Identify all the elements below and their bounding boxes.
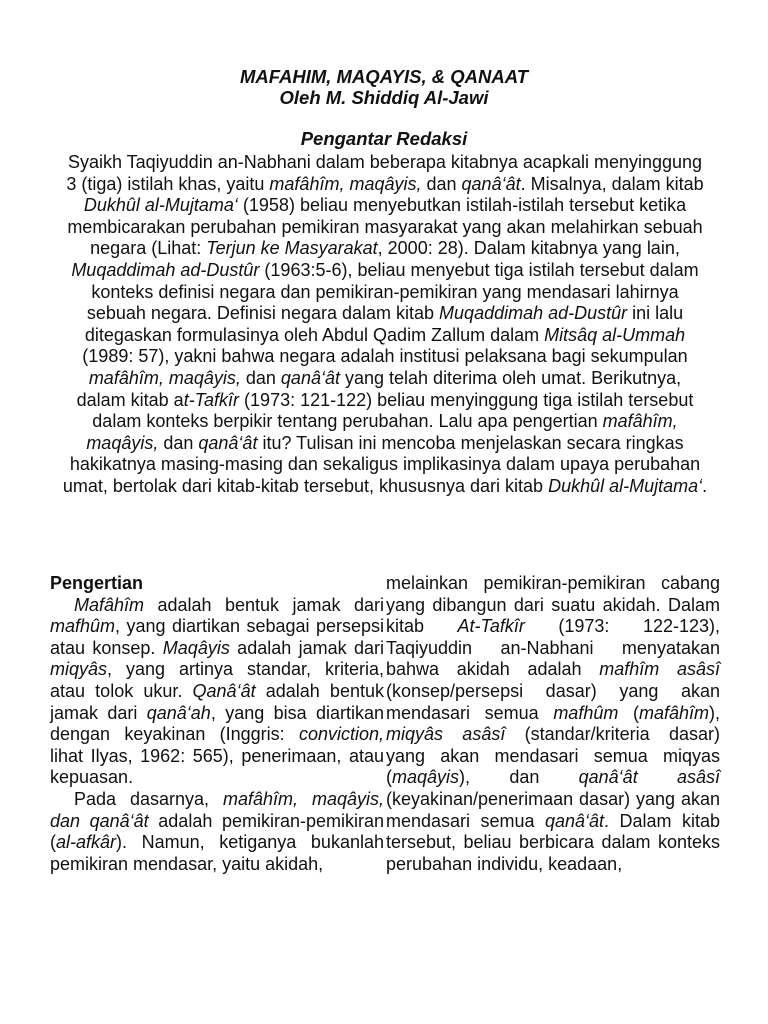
text: ), — [709, 702, 720, 723]
intro-text: Syaikh Taqiyuddin an-Nabhani dalam beberapa kitabnya acapkali menyinggung 3 (tiga) istilah khas, yaitu — [66, 152, 703, 194]
intro-text: dan — [158, 432, 199, 453]
intro-term: mafâhîm, maqâyis, — [88, 367, 241, 388]
intro-paragraph — [62, 152, 708, 498]
term: miqyâs — [50, 659, 108, 680]
left-paragraph-2 — [50, 789, 384, 875]
intro-text: (1963:5-6), beliau menyebut tiga istilah tersebut dalam konteks definisi negara dan pemikiran-pemikiran yang mendasari lahirnya sebuah negara. Definisi negara dalam kitab — [86, 259, 699, 324]
intro-text: ini lalu ditegaskan formulasinya oleh Abdul Qadim Zallum dalam — [84, 303, 684, 345]
text: (konsep/persepsi dasar) yang akan mendasari semua — [386, 680, 720, 723]
intro-heading: Pengantar Redaksi — [300, 128, 468, 149]
right-paragraph-1 — [386, 573, 720, 875]
intro-text: itu? Tulisan ini mencoba menjelaskan secara ringkas hakikatnya masing-masing dan sekaligus implikasinya dalam upaya perubahan umat, bertolak dari kitab-kitab tersebut, khususnya dari kitab — [62, 432, 701, 496]
text: lihat Ilyas, 1962: 565), penerimaan, atau kepuasan. — [50, 745, 384, 788]
intro-term: qanâ‘ât — [461, 173, 521, 194]
text: Pada dasarnya, — [74, 788, 223, 809]
intro-book-title: Muqaddimah ad-Dustûr — [71, 259, 260, 280]
term: maqâyis — [392, 767, 460, 788]
text: ). Namun, ketiganya bukanlah pemikiran mendasar, yaitu akidah, — [50, 832, 384, 874]
intro-text: dan — [421, 173, 462, 194]
intro-term: mafâhîm, maqâyis, — [269, 173, 422, 194]
term: conviction, — [298, 724, 384, 745]
intro-text: , 2000: 28). Dalam kitabnya yang lain, — [377, 238, 680, 259]
text: adalah jamak dari — [229, 637, 384, 658]
intro-term: qanâ‘ât — [280, 367, 340, 388]
text: adalah pemikiran-pemikiran ( — [50, 810, 384, 853]
intro-book-title: Dukhûl al-Mujtama‘ — [548, 475, 703, 496]
right-column — [386, 573, 720, 875]
term: mafhûm — [553, 702, 619, 723]
term: mafâhîm — [638, 702, 709, 723]
text: ), dan — [459, 767, 579, 788]
intro-book-title: Terjun ke Masyarakat — [206, 238, 378, 259]
document-author: Oleh M. Shiddiq Al-Jawi — [279, 87, 489, 108]
intro-text: yang telah diterima oleh umat. Berikutnya, dalam kitab a — [76, 367, 682, 410]
intro-term: qanâ‘ât — [198, 432, 258, 453]
term: al-afkâr — [56, 832, 117, 853]
term: Qanâ‘ât — [192, 680, 256, 701]
term: qanâ‘ât asâsî — [578, 767, 721, 788]
term: mafâhîm, maqâyis, dan qanâ‘ât — [50, 788, 384, 831]
intro-book-title: Dukhûl al-Mujtama‘ — [83, 195, 238, 216]
term: miqyâs asâsî — [386, 724, 506, 745]
left-column — [50, 573, 384, 875]
intro-text: . Misalnya, dalam kitab — [520, 173, 704, 194]
document-header — [0, 66, 768, 108]
text: , yang artinya standar, kriteria, atau tolok ukur. — [50, 659, 384, 701]
term: mafhûm — [50, 616, 116, 637]
left-paragraph-1 — [50, 595, 384, 789]
intro-text: (1958) beliau menyebutkan istilah-istilah tersebut ketika membicarakan perubahan pemikiran masyarakat yang akan melahirkan sebuah negara (Lihat: — [67, 195, 703, 259]
intro-text: dan — [240, 367, 281, 388]
text: melainkan pemikiran-pemikiran cabang yang dibangun dari suatu akidah. Dalam kitab — [386, 573, 720, 637]
section-heading: Pengertian — [50, 573, 144, 593]
term: qanâ‘ah — [146, 702, 211, 723]
intro-book-title: Mitsâq al-Ummah — [544, 324, 686, 345]
text: , yang bisa diartikan dengan keyakinan (Inggris: — [50, 702, 384, 745]
text: adalah bentuk jamak dari — [50, 680, 384, 723]
term: mafhîm asâsî — [599, 659, 720, 680]
text: adalah bentuk jamak dari — [144, 594, 384, 615]
intro-text: (1989: 57), yakni bahwa negara adalah institusi pelaksana bagi sekumpulan — [82, 346, 688, 367]
intro-text: (1973: 121-122) beliau menyinggung tiga istilah tersebut dalam konteks berpikir tentang perubahan. Lalu apa pengertian — [92, 389, 694, 432]
text: (1973: 122-123), Taqiyuddin an-Nabhani menyatakan bahwa akidah adalah — [386, 616, 720, 680]
book-title: At-Tafkîr — [457, 616, 525, 637]
intro-term: mafâhîm, maqâyis, — [86, 411, 678, 453]
term: qanâ‘ât — [544, 810, 605, 831]
text: . Dalam kitab tersebut, beliau berbicara dalam konteks perubahan individu, keadaan, — [386, 810, 720, 874]
term: Maqâyis — [162, 637, 230, 658]
intro-book-title: t-Tafkîr — [183, 389, 240, 410]
text: ( — [618, 702, 639, 723]
intro-book-title: Muqaddimah ad-Dustûr — [439, 303, 628, 324]
intro-text: . — [702, 475, 708, 496]
term: Mafâhîm — [74, 594, 145, 615]
document-title: MAFAHIM, MAQAYIS, & QANAAT — [239, 66, 529, 87]
text: , yang diartikan sebagai persepsi atau konsep. — [50, 616, 384, 658]
text: (keyakinan/penerimaan dasar) yang akan mendasari semua — [386, 788, 720, 831]
text: (standar/kriteria dasar) yang akan mendasari semua miqyas ( — [386, 724, 720, 788]
